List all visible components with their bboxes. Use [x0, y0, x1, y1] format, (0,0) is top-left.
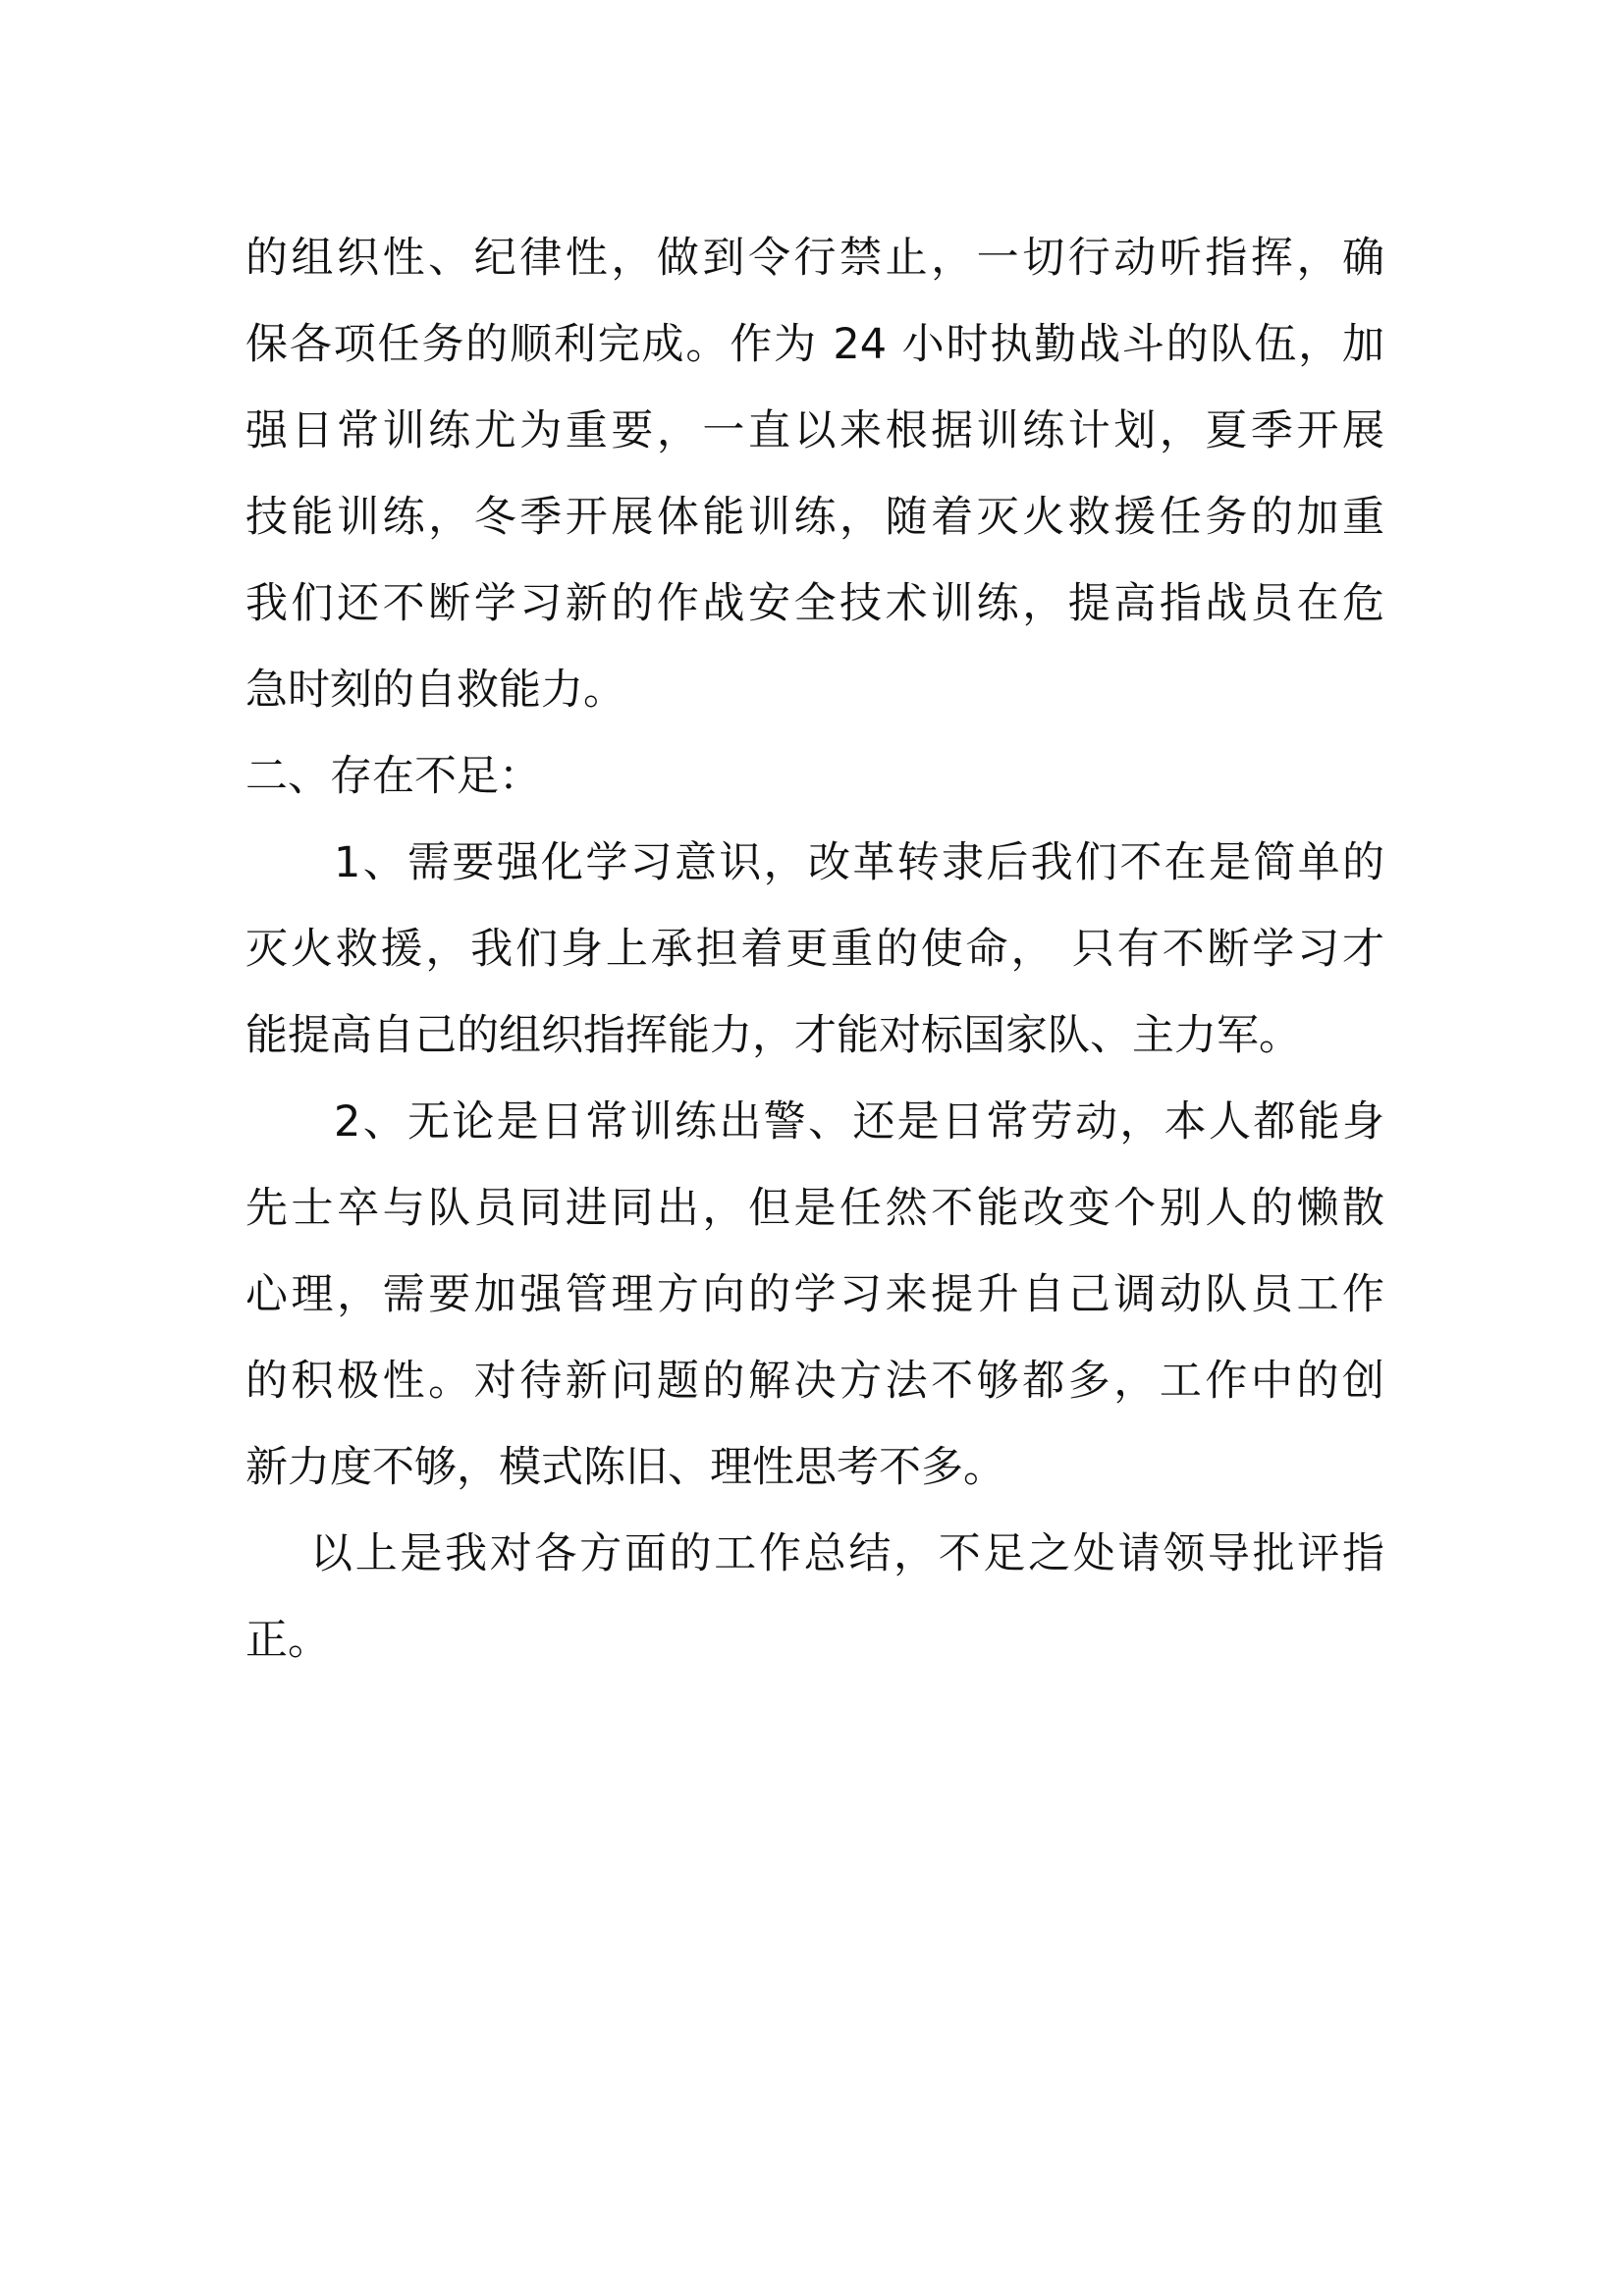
paragraph-line: 的组织性、纪律性，做到令行禁止，一切行动听指挥，确: [245, 234, 1384, 283]
paragraph-line: 强日常训练尤为重要，一直以来根据训练计划，夏季开展: [245, 406, 1384, 455]
paragraph-line: 我们还不断学习新的作战安全技术训练，提高指战员在危: [245, 579, 1384, 628]
list-item-line: 1、需要强化学习意识，改革转隶后我们不在是简单的: [334, 838, 1384, 887]
list-item-line: 灭火救援，我们身上承担着更重的使命， 只有不断学习才: [245, 925, 1384, 974]
closing-line: 正。: [245, 1616, 330, 1665]
list-item-line: 的积极性。对待新问题的解决方法不够都多，工作中的创: [245, 1357, 1384, 1406]
paragraph-line: 技能训练，冬季开展体能训练，随着灭火救援任务的加重: [245, 493, 1384, 542]
section-heading: 二、存在不足：: [245, 752, 541, 801]
list-item-line: 先士卒与队员同进同出，但是任然不能改变个别人的懒散: [245, 1184, 1384, 1233]
closing-line: 以上是我对各方面的工作总结，不足之处请领导批评指: [310, 1529, 1384, 1578]
list-item-line: 新力度不够，模式陈旧、理性思考不多。: [245, 1443, 1005, 1492]
paragraph-line: 急时刻的自救能力。: [245, 666, 625, 715]
list-item-line: 2、无论是日常训练出警、还是日常劳动，本人都能身: [334, 1097, 1384, 1147]
list-item-line: 心理，需要加强管理方向的学习来提升自己调动队员工作: [245, 1270, 1384, 1319]
paragraph-line: 保各项任务的顺利完成。作为 24 小时执勤战斗的队伍，加: [245, 320, 1384, 369]
list-item-line: 能提高自己的组织指挥能力，才能对标国家队、主力军。: [245, 1011, 1301, 1060]
